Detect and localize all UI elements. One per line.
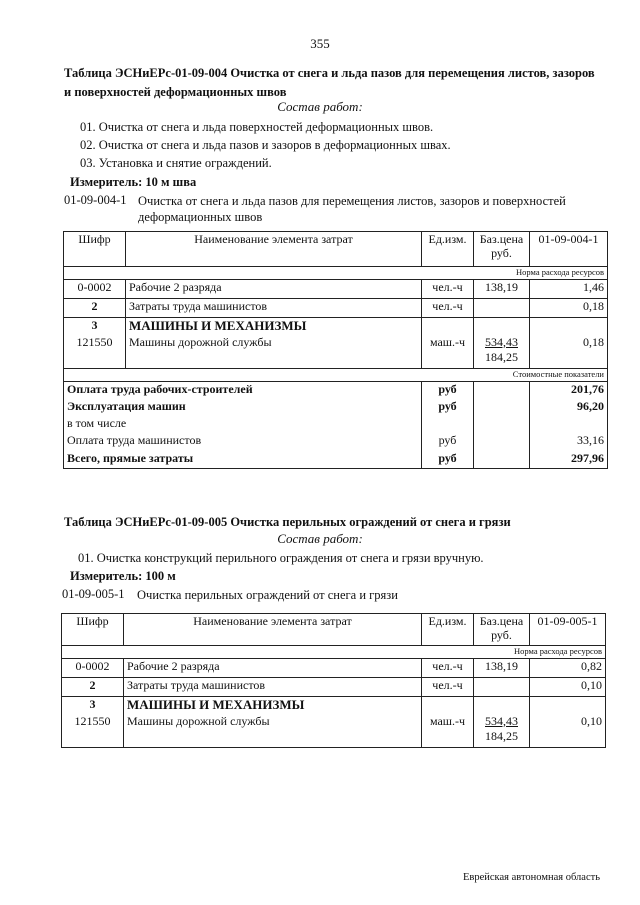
row-price-main: 534,43 bbox=[485, 334, 518, 349]
row-value: 0,18 bbox=[530, 335, 608, 369]
table1-work-1: 01. Очистка от снега и льда поверхностей деформационных швов. bbox=[80, 120, 434, 134]
cost-unit: руб bbox=[422, 433, 474, 451]
table2-work-1: 01. Очистка конструкций перильного ограждения от снега и грязи вручную. bbox=[78, 551, 484, 565]
cost-unit: руб bbox=[422, 451, 474, 469]
table-row bbox=[64, 318, 608, 335]
cost-row bbox=[64, 433, 608, 451]
row-price bbox=[474, 714, 530, 748]
row-name: Машины дорожной службы bbox=[126, 335, 422, 369]
row-price bbox=[474, 299, 530, 318]
table-row bbox=[62, 659, 606, 678]
table2-header-unit: Ед.изм. bbox=[422, 614, 474, 646]
table1-header-col: 01-09-004-1 bbox=[530, 232, 608, 267]
cost-value: 297,96 bbox=[530, 451, 608, 469]
cost-row bbox=[64, 451, 608, 469]
table1-resources bbox=[63, 231, 608, 469]
row-name: МАШИНЫ И МЕХАНИЗМЫ bbox=[126, 318, 422, 335]
row-shifr: 3 bbox=[64, 318, 126, 335]
row-price-secondary: 184,25 bbox=[485, 728, 518, 743]
cost-name: Оплата труда машинистов bbox=[64, 433, 422, 451]
row-value: 1,46 bbox=[530, 280, 608, 299]
table1-meter: Измеритель: 10 м шва bbox=[70, 175, 197, 189]
row-value: 0,82 bbox=[530, 659, 606, 678]
cost-unit: руб bbox=[422, 399, 474, 416]
row-price-secondary: 184,25 bbox=[485, 349, 518, 364]
row-name: Машины дорожной службы bbox=[124, 714, 422, 748]
cost-row bbox=[64, 382, 608, 399]
table2-header-shifr: Шифр bbox=[62, 614, 124, 646]
table2-resources bbox=[61, 613, 606, 748]
row-unit: чел.-ч bbox=[422, 678, 474, 697]
table-row bbox=[62, 678, 606, 697]
table1-composition-heading: Состав работ: bbox=[277, 99, 363, 114]
cost-name: Эксплуатация машин bbox=[64, 399, 422, 416]
row-name: Затраты труда машинистов bbox=[126, 299, 422, 318]
row-unit: чел.-ч bbox=[422, 280, 474, 299]
cost-value: 201,76 bbox=[530, 382, 608, 399]
table2-composition-heading: Состав работ: bbox=[277, 531, 363, 546]
cost-name: в том числе bbox=[64, 416, 422, 433]
row-price: 138,19 bbox=[474, 659, 530, 678]
table2-title: Таблица ЭСНиЕРс-01-09-005 Очистка перильных ограждений от снега и грязи bbox=[64, 515, 511, 529]
table2-code-description: Очистка перильных ограждений от снега и грязи bbox=[137, 588, 398, 602]
row-unit: чел.-ч bbox=[422, 659, 474, 678]
cost-name: Всего, прямые затраты bbox=[64, 451, 422, 469]
row-name: Рабочие 2 разряда bbox=[126, 280, 422, 299]
row-name: МАШИНЫ И МЕХАНИЗМЫ bbox=[124, 697, 422, 714]
cost-row bbox=[64, 399, 608, 416]
table2-code: 01-09-005-1 bbox=[62, 587, 125, 601]
row-shifr: 2 bbox=[64, 299, 126, 318]
cost-name: Оплата труда рабочих-строителей bbox=[64, 382, 422, 399]
table2-meter: Измеритель: 100 м bbox=[70, 569, 176, 583]
table1-title: Таблица ЭСНиЕРс-01-09-004 Очистка от снега и льда пазов для перемещения листов, зазоров и поверхностей деформационных швов bbox=[64, 66, 595, 99]
cost-unit: руб bbox=[422, 382, 474, 399]
row-price bbox=[474, 335, 530, 369]
table1-header-price: Баз.цена руб. bbox=[474, 232, 530, 267]
row-shifr: 2 bbox=[62, 678, 124, 697]
row-shifr: 121550 bbox=[62, 714, 124, 748]
row-shifr: 0-0002 bbox=[64, 280, 126, 299]
row-value: 0,10 bbox=[530, 714, 606, 748]
table2-header-name: Наименование элемента затрат bbox=[124, 614, 422, 646]
row-value: 0,18 bbox=[530, 299, 608, 318]
table1-work-2: 02. Очистка от снега и льда пазов и зазоров в деформационных швах. bbox=[80, 138, 451, 152]
table2-norm-label: Норма расхода ресурсов bbox=[62, 646, 606, 659]
table1-header-name: Наименование элемента затрат bbox=[126, 232, 422, 267]
row-shifr: 3 bbox=[62, 697, 124, 714]
table1-work-3: 03. Установка и снятие ограждений. bbox=[80, 156, 272, 170]
row-price bbox=[474, 678, 530, 697]
table1-code: 01-09-004-1 bbox=[64, 193, 127, 207]
page-number: 355 bbox=[310, 36, 330, 51]
table2-header-col: 01-09-005-1 bbox=[530, 614, 606, 646]
cost-row bbox=[64, 416, 608, 433]
table1-norm-label: Норма расхода ресурсов bbox=[64, 267, 608, 280]
table-row bbox=[64, 299, 608, 318]
row-unit: маш.-ч bbox=[422, 714, 474, 748]
cost-value: 33,16 bbox=[530, 433, 608, 451]
table1-header-unit: Ед.изм. bbox=[422, 232, 474, 267]
row-name: Рабочие 2 разряда bbox=[124, 659, 422, 678]
table2-header-price: Баз.цена руб. bbox=[474, 614, 530, 646]
table-row bbox=[62, 697, 606, 714]
table1-header-shifr: Шифр bbox=[64, 232, 126, 267]
table-row bbox=[64, 280, 608, 299]
table-row bbox=[64, 335, 608, 369]
table1-code-description: Очистка от снега и льда пазов для перемещения листов, зазоров и поверхностей деформационных швов bbox=[138, 194, 566, 224]
row-unit: маш.-ч bbox=[422, 335, 474, 369]
row-shifr: 0-0002 bbox=[62, 659, 124, 678]
table1-cost-label: Стоимостные показатели bbox=[64, 369, 608, 382]
row-unit: чел.-ч bbox=[422, 299, 474, 318]
footer-region: Еврейская автономная область bbox=[463, 872, 600, 883]
table-row bbox=[62, 714, 606, 748]
row-price-main: 534,43 bbox=[485, 713, 518, 728]
row-price: 138,19 bbox=[474, 280, 530, 299]
row-name: Затраты труда машинистов bbox=[124, 678, 422, 697]
cost-value: 96,20 bbox=[530, 399, 608, 416]
row-value: 0,10 bbox=[530, 678, 606, 697]
row-shifr: 121550 bbox=[64, 335, 126, 369]
